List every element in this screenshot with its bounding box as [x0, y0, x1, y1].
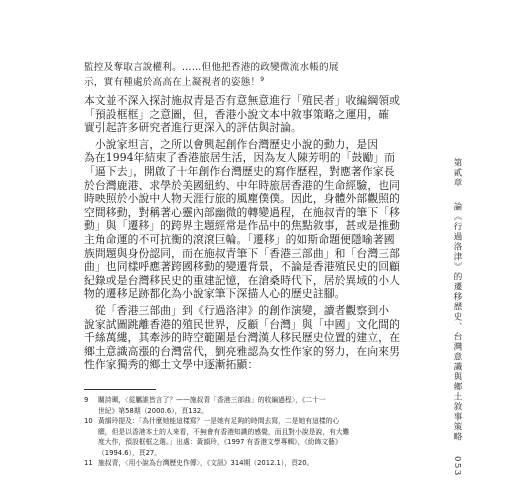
body-line: 曲」也同樣呼應著跨國移動的變遷背景，不論是香港殖民史的回顧 [84, 260, 401, 274]
body-line: 紀錄或是台灣移民史的重建記憶，在滄桑時代下，居於異域的小人 [84, 273, 401, 287]
footnote-number: 9 [84, 396, 89, 404]
quote-line [84, 75, 434, 90]
body-line: 說家試圖跳離香港的殖民世界，反顧「台灣」與「中國」文化間的 [84, 317, 401, 331]
body-line: 「預設框框」之意圖，但，香港小說文本中敘事策略之運用，確 [84, 107, 390, 121]
body-line: 動」與「遷移」的跨界主題經常是作品中的焦點敘事，甚或是推動 [84, 219, 401, 233]
body-line: 實引起許多研究者進行更深入的評估與討論。 [84, 121, 302, 135]
footnote [84, 458, 434, 469]
footnote-text: （1994.6），頁27。 [98, 448, 162, 457]
body-line: 本文並不深入探討施叔青是否有意無意進行「殖民者」收編綱領或 [84, 94, 401, 107]
body-line: 性作家獨秀的鄉土文學中逐漸拓顯： [84, 358, 259, 372]
footnote [84, 416, 434, 427]
footnote-text: 世紀》第58期（2000.6），頁132。 [98, 406, 208, 415]
footnote-ref: 9 [260, 75, 265, 83]
footnote-number: 11 [84, 459, 93, 467]
footnotes [84, 395, 434, 469]
body-line: 為在1994年結束了香港旅居生活，因為友人陳芳明的「鼓勵」而 [84, 151, 396, 165]
body-line: 鄉土意識高漲的台灣當代，劉亮雅認為女性作家的努力，在向來男 [84, 344, 401, 358]
body-line: 物的遷移足跡都化為小說家筆下深描人心的歷史註腳。 [84, 287, 346, 301]
body-line: 千絲萬縷，其牽涉的時空範圍是台灣漢人移民歷史位置的建立，在 [84, 331, 401, 345]
quote-line-text: 示，實有種處於高高在上凝視者的姿態！ [84, 77, 261, 88]
block-quote [84, 60, 434, 90]
body-line: 空間移動，對稱著心靈內部幽微的轉變過程，在施叔青的筆下「移 [84, 205, 401, 219]
footnote-text: 關詩珮，〈從屬誰皆言了？——施叔青「香港三部曲」的收編過程〉，《二十一 [98, 396, 326, 404]
footnote-text: 度大作，預設框框之選。」出處：黃韻玲，《1997 有香港文學專輯》，《紛飾文藝》 [98, 438, 342, 446]
body-line: 從「香港三部曲」到《行過洛津》的創作演變，讀者觀察到小 [84, 303, 390, 317]
footnote-text: 黃韻玲提及：「為什麼她能這樣寫？一是她有足夠的時間去寫，二是她有這樣的心 [98, 417, 340, 425]
footnote-divider [84, 389, 156, 390]
page-number: 053 [452, 456, 462, 477]
body-text [84, 94, 440, 372]
body-line: 小說家坦言，之所以會興起創作台灣歷史小說的動力，是因 [84, 137, 379, 151]
body-line: 「逼下去」，開啟了十年創作台灣歷史的寫作歷程，對應著作家長 [84, 164, 395, 178]
quote-line: 監控及奪取言說權利。……但他把香港的政變微流水帳的展 [84, 62, 339, 73]
running-head [447, 158, 463, 477]
footnote-number: 10 [84, 417, 93, 425]
body-line: 族問題與身份認同，而在施叔青筆下「香港三部曲」和「台灣三部 [84, 246, 401, 260]
essay-title: 論《行過洛津》的遷移歷史、台灣意識與鄉土敘事策略 [452, 202, 462, 442]
body-line: 主角命運的不可抗衡的滾滾巨輪。「遷移」的如斯命題便隱喻著國 [84, 232, 395, 246]
footnote [84, 395, 434, 406]
chapter-label: 第貳章 [452, 158, 462, 188]
body-line: 時映照於小說中人物天涯行旅的風塵僕僕。因此，身體外部觀照的 [84, 192, 401, 206]
footnote-text: 施叔青，〈用小說為台灣歷史作傳〉，《文訊》314期（2012.1），頁20。 [98, 459, 314, 467]
footnote-text: 願，但是以香港本土的人來看，不無會有香港知識的感覺，而且對小說是說，有大難 [98, 427, 350, 436]
body-line: 於台灣鹿港、求學於美國紐約、中年時旅居香港的生命經驗，也同 [84, 178, 401, 192]
